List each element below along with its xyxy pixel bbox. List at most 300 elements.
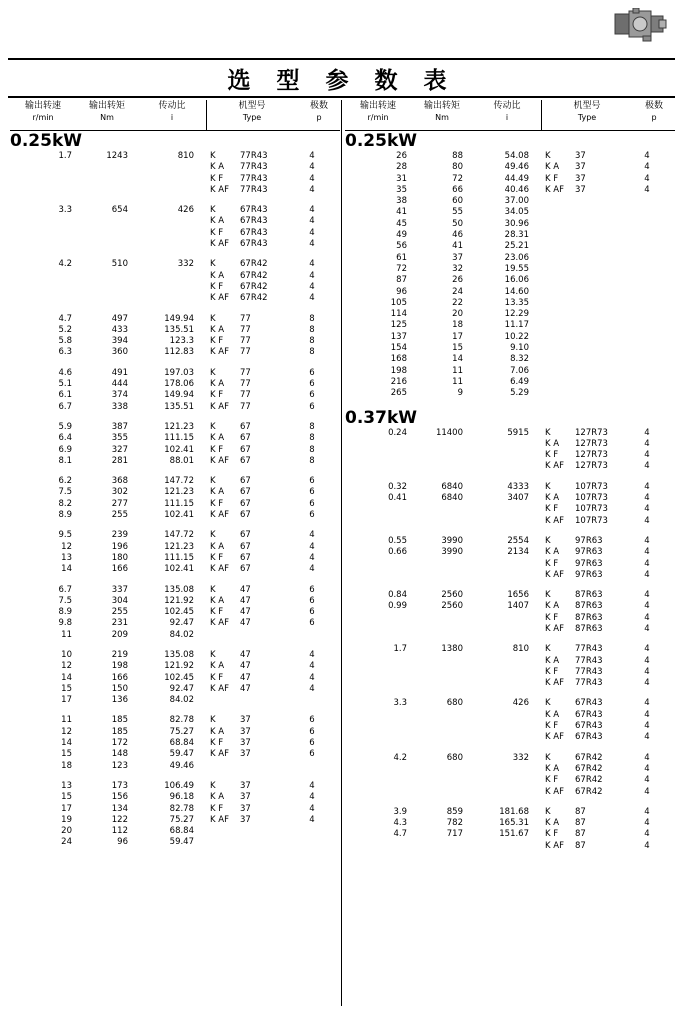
cell-poles: 4: [309, 780, 315, 791]
cell-ratio: 23.06: [504, 252, 529, 263]
table-row: [10, 804, 340, 815]
cell-output-speed: 15: [61, 683, 72, 694]
cell-poles: 4: [644, 840, 650, 851]
cell-type-size: 87: [575, 829, 586, 840]
cell-output-speed: 265: [390, 388, 407, 399]
cell-type: [545, 644, 633, 655]
cell-type-prefix: K: [210, 530, 216, 541]
cell-ratio: 121.23: [164, 487, 194, 498]
cell-type-prefix: K A: [210, 216, 225, 227]
cell-output-speed: 38: [396, 196, 407, 207]
table-row: [10, 715, 340, 726]
table-row: [345, 570, 675, 581]
cell-output-speed: 0.66: [388, 547, 407, 558]
table-row: [10, 282, 340, 293]
cell-output-torque: 50: [452, 218, 463, 229]
cell-output-speed: 4.7: [58, 313, 72, 324]
cell-output-torque: 6840: [441, 481, 463, 492]
cell-type-prefix: K: [210, 151, 216, 161]
group-gap: [10, 641, 340, 650]
cell-ratio: 178.06: [164, 379, 194, 390]
column-divider: [341, 100, 342, 1006]
cell-ratio: 102.41: [164, 444, 194, 455]
cell-poles: 8: [309, 433, 315, 444]
cell-ratio: 6.49: [510, 376, 529, 387]
cell-output-torque: 24: [452, 286, 463, 297]
table-row: [345, 366, 675, 377]
table-row: [10, 379, 340, 390]
table-row: [345, 644, 675, 655]
cell-output-torque: 255: [111, 510, 128, 521]
table-row: [345, 698, 675, 709]
table-row: [345, 493, 675, 504]
cell-type: [545, 710, 633, 721]
cell-type-size: 67R43: [240, 239, 268, 250]
cell-output-torque: 327: [111, 444, 128, 455]
cell-type-size: 87R63: [575, 623, 603, 634]
cell-type-prefix: K F: [545, 173, 559, 184]
cell-poles: 4: [309, 151, 315, 161]
cell-output-speed: 3.9: [393, 806, 407, 817]
table-row: [345, 377, 675, 388]
cell-poles: 8: [309, 444, 315, 455]
cell-poles: 8: [309, 421, 315, 432]
section-gap: [345, 400, 675, 408]
cell-poles: 6: [309, 749, 315, 760]
cell-poles: 4: [309, 649, 315, 660]
cell-type: [545, 732, 633, 743]
group-gap: [345, 744, 675, 753]
cell-output-speed: 56: [396, 241, 407, 252]
cell-output-speed: 14: [61, 738, 72, 749]
cell-type-prefix: K AF: [545, 678, 564, 689]
cell-ratio: 111.15: [164, 433, 194, 444]
cell-ratio: 135.51: [164, 401, 194, 412]
table-row: [10, 684, 340, 695]
cell-type: [545, 841, 633, 852]
table-row: [345, 174, 675, 185]
group-gap: [10, 413, 340, 422]
table-row: [345, 264, 675, 275]
cell-output-torque: 18: [452, 320, 463, 331]
cell-type: [545, 174, 633, 185]
spec-table: [10, 151, 340, 849]
cell-output-torque: 2560: [441, 601, 463, 612]
cell-type-size: 67: [240, 510, 251, 521]
cell-poles: 6: [309, 390, 315, 401]
cell-type-size: 77R43: [240, 184, 268, 195]
cell-poles: 6: [309, 379, 315, 390]
cell-poles: 4: [644, 763, 650, 774]
spec-table: [345, 151, 675, 400]
cell-ratio: 25.21: [504, 241, 529, 252]
table-row: [345, 461, 675, 472]
cell-output-torque: 491: [111, 367, 128, 378]
col-header-poles: 极数 p: [309, 101, 328, 122]
cell-output-speed: 7.5: [58, 595, 72, 606]
cell-poles: 4: [644, 623, 650, 634]
cell-output-torque: 11400: [435, 427, 463, 438]
group-gap: [10, 305, 340, 314]
table-row: [10, 293, 340, 304]
cell-ratio: 332: [177, 259, 194, 270]
cell-type-size: 67: [240, 564, 251, 575]
cell-type: [210, 151, 298, 162]
cell-output-torque: 150: [111, 683, 128, 694]
cell-poles: 4: [644, 493, 650, 504]
table-row: [10, 564, 340, 575]
cell-type-size: 37: [240, 726, 251, 737]
cell-ratio: 3407: [507, 493, 529, 504]
cell-type-prefix: K: [210, 205, 216, 216]
cell-type: [545, 829, 633, 840]
cell-type-prefix: K: [545, 806, 551, 817]
table-row: [10, 607, 340, 618]
cell-type: [545, 601, 633, 612]
cell-output-torque: 72: [452, 173, 463, 184]
table-row: [345, 710, 675, 721]
cell-type-prefix: K A: [545, 438, 560, 449]
cell-output-torque: 66: [452, 184, 463, 195]
cell-poles: 4: [309, 173, 315, 184]
cell-output-speed: 8.2: [58, 498, 72, 509]
table-row: [345, 590, 675, 601]
cell-poles: 4: [309, 281, 315, 292]
cell-output-torque: 859: [446, 806, 463, 817]
cell-poles: 6: [309, 607, 315, 618]
cell-type: [545, 656, 633, 667]
cell-type: [545, 590, 633, 601]
cell-type-size: 37: [240, 738, 251, 749]
cell-poles: 4: [309, 552, 315, 563]
cell-type-prefix: K F: [210, 390, 224, 401]
table-row: [345, 287, 675, 298]
cell-ratio: 9.10: [510, 343, 529, 354]
table-row: [10, 499, 340, 510]
cell-type-size: 67R43: [240, 205, 268, 216]
cell-output-torque: 717: [446, 829, 463, 840]
cell-type-prefix: K F: [210, 444, 224, 455]
cell-type-prefix: K AF: [210, 293, 229, 304]
cell-type: [210, 433, 298, 444]
cell-output-speed: 5.1: [58, 379, 72, 390]
cell-output-speed: 87: [396, 275, 407, 286]
cell-type-prefix: K: [210, 780, 216, 791]
cell-output-torque: 355: [111, 433, 128, 444]
cell-output-torque: 231: [111, 618, 128, 629]
cell-output-speed: 26: [396, 151, 407, 161]
cell-type-prefix: K AF: [545, 569, 564, 580]
table-row: [10, 445, 340, 456]
table-row: [345, 678, 675, 689]
cell-type: [210, 661, 298, 672]
cell-output-torque: 80: [452, 162, 463, 173]
cell-output-torque: 173: [111, 780, 128, 791]
right-column-body: [345, 131, 675, 852]
cell-poles: 6: [309, 726, 315, 737]
cell-ratio: 12.29: [504, 309, 529, 320]
cell-type-size: 77R43: [240, 151, 268, 161]
table-row: [10, 325, 340, 336]
cell-output-torque: 15: [452, 343, 463, 354]
table-row: [10, 585, 340, 596]
cell-poles: 4: [309, 672, 315, 683]
table-row: [10, 162, 340, 173]
table-row: [345, 504, 675, 515]
cell-output-torque: 11: [452, 376, 463, 387]
cell-type: [210, 585, 298, 596]
table-row: [10, 314, 340, 325]
cell-output-speed: 24: [61, 837, 72, 848]
cell-type-size: 87R63: [575, 612, 603, 623]
cell-poles: 6: [309, 510, 315, 521]
cell-output-speed: 4.7: [393, 829, 407, 840]
table-row: [10, 271, 340, 282]
cell-ratio: 332: [512, 752, 529, 763]
cell-type-prefix: K A: [545, 655, 560, 666]
cell-type-size: 47: [240, 584, 251, 595]
cell-type-size: 87R63: [575, 590, 603, 601]
cell-type-prefix: K AF: [210, 749, 229, 760]
cell-ratio: 149.94: [164, 390, 194, 401]
cell-type-size: 67R43: [575, 698, 603, 709]
cell-poles: 4: [644, 709, 650, 720]
cell-type-size: 77: [240, 401, 251, 412]
cell-output-torque: 680: [446, 698, 463, 709]
table-row: [345, 732, 675, 743]
cell-output-speed: 49: [396, 230, 407, 241]
cell-ratio: 149.94: [164, 313, 194, 324]
cell-type: [545, 698, 633, 709]
cell-type-prefix: K AF: [210, 401, 229, 412]
cell-output-speed: 0.24: [388, 427, 407, 438]
cell-ratio: 147.72: [164, 476, 194, 487]
cell-output-torque: 46: [452, 230, 463, 241]
col-header-ratio: 传动比 i: [158, 101, 186, 122]
cell-type: [210, 673, 298, 684]
cell-output-torque: 136: [111, 695, 128, 706]
cell-type-size: 67R42: [240, 281, 268, 292]
cell-type-size: 67R42: [575, 763, 603, 774]
table-row: [345, 439, 675, 450]
cell-output-speed: 6.4: [58, 433, 72, 444]
cell-type: [545, 428, 633, 439]
cell-output-torque: 2560: [441, 590, 463, 601]
cell-poles: 4: [644, 569, 650, 580]
table-row: [345, 613, 675, 624]
cell-type-prefix: K F: [545, 612, 559, 623]
table-row: [345, 207, 675, 218]
cell-type: [545, 764, 633, 775]
cell-output-torque: 60: [452, 196, 463, 207]
group-gap: [10, 772, 340, 781]
cell-output-torque: 9: [457, 388, 463, 399]
cell-type-size: 97R63: [575, 535, 603, 546]
cell-type-prefix: K: [545, 590, 551, 601]
table-row: [345, 320, 675, 331]
cell-ratio: 59.47: [169, 837, 194, 848]
cell-poles: 4: [644, 438, 650, 449]
cell-poles: 4: [309, 184, 315, 195]
cell-output-torque: 185: [111, 715, 128, 726]
cell-type-prefix: K: [545, 535, 551, 546]
cell-output-speed: 14: [61, 564, 72, 575]
cell-type-size: 97R63: [575, 558, 603, 569]
group-gap: [345, 527, 675, 536]
cell-output-speed: 6.7: [58, 401, 72, 412]
cell-output-speed: 1.7: [393, 644, 407, 655]
table-row: [10, 390, 340, 401]
table-row: [345, 309, 675, 320]
cell-ratio: 121.92: [164, 661, 194, 672]
col-header-speed: 输出转速 r/min: [359, 101, 396, 122]
table-row: [345, 656, 675, 667]
cell-type-prefix: K: [210, 259, 216, 270]
cell-output-torque: 172: [111, 738, 128, 749]
cell-output-speed: 8.9: [58, 607, 72, 618]
cell-output-torque: 255: [111, 607, 128, 618]
cell-output-speed: 105: [390, 297, 407, 308]
cell-poles: 4: [309, 270, 315, 281]
cell-type-size: 67R43: [575, 721, 603, 732]
cell-ratio: 37.00: [504, 196, 529, 207]
cell-type-size: 97R63: [575, 547, 603, 558]
cell-type-prefix: K A: [545, 493, 560, 504]
cell-type-prefix: K AF: [210, 564, 229, 575]
cell-type: [545, 547, 633, 558]
cell-output-speed: 12: [61, 541, 72, 552]
cell-output-torque: 302: [111, 487, 128, 498]
cell-type-size: 77: [240, 313, 251, 324]
table-row: [345, 807, 675, 818]
cell-type-size: 67: [240, 421, 251, 432]
cell-type: [210, 205, 298, 216]
cell-poles: 4: [644, 775, 650, 786]
table-row: [10, 456, 340, 467]
cell-type-prefix: K F: [545, 558, 559, 569]
cell-output-torque: 88: [452, 151, 463, 161]
cell-type-prefix: K: [545, 752, 551, 763]
cell-output-torque: 55: [452, 207, 463, 218]
cell-output-torque: 433: [111, 324, 128, 335]
cell-output-torque: 180: [111, 552, 128, 563]
cell-ratio: 84.02: [169, 695, 194, 706]
cell-type-prefix: K F: [210, 803, 224, 814]
cell-type: [210, 792, 298, 803]
cell-output-speed: 3.3: [58, 205, 72, 216]
cell-type-size: 37: [575, 151, 586, 161]
cell-output-torque: 387: [111, 421, 128, 432]
cell-type-prefix: K A: [545, 763, 560, 774]
cell-type-prefix: K A: [210, 162, 225, 173]
table-row: [345, 721, 675, 732]
cell-ratio: 112.83: [164, 347, 194, 358]
cell-ratio: 19.55: [504, 263, 529, 274]
cell-type-size: 67: [240, 552, 251, 563]
cell-type-prefix: K A: [545, 162, 560, 173]
cell-type-size: 37: [240, 715, 251, 726]
cell-type-prefix: K F: [210, 738, 224, 749]
cell-output-speed: 6.3: [58, 347, 72, 358]
cell-output-speed: 17: [61, 803, 72, 814]
cell-type: [545, 151, 633, 162]
cell-type: [545, 775, 633, 786]
cell-type-prefix: K AF: [210, 618, 229, 629]
table-row: [345, 829, 675, 840]
cell-ratio: 84.02: [169, 629, 194, 640]
cell-type-prefix: K: [210, 367, 216, 378]
cell-type-size: 67R43: [575, 732, 603, 743]
cell-type: [545, 482, 633, 493]
cell-type-size: 77: [240, 379, 251, 390]
table-row: [10, 205, 340, 216]
cell-poles: 4: [309, 205, 315, 216]
table-row: [10, 259, 340, 270]
cell-type-prefix: K AF: [210, 510, 229, 521]
cell-output-speed: 45: [396, 218, 407, 229]
table-header-right: [345, 100, 675, 131]
table-row: [10, 422, 340, 433]
table-row: [345, 516, 675, 527]
cell-type-prefix: K AF: [545, 786, 564, 797]
cell-ratio: 1656: [507, 590, 529, 601]
cell-output-torque: 3990: [441, 535, 463, 546]
cell-output-speed: 0.55: [388, 535, 407, 546]
cell-ratio: 121.92: [164, 595, 194, 606]
cell-ratio: 92.47: [169, 683, 194, 694]
cell-output-speed: 0.32: [388, 481, 407, 492]
cell-type: [210, 499, 298, 510]
col-header-speed: 输出转速 r/min: [24, 101, 61, 122]
cell-output-torque: 338: [111, 401, 128, 412]
cell-poles: 8: [309, 324, 315, 335]
cell-output-speed: 15: [61, 749, 72, 760]
cell-type-size: 77: [240, 390, 251, 401]
cell-output-torque: 96: [117, 837, 128, 848]
cell-type-prefix: K F: [545, 450, 559, 461]
cell-ratio: 123.3: [169, 336, 194, 347]
cell-type-prefix: K: [210, 313, 216, 324]
cell-poles: 4: [644, 504, 650, 515]
cell-type-size: 67: [240, 530, 251, 541]
cell-type-prefix: K F: [210, 281, 224, 292]
cell-type-size: 87R63: [575, 601, 603, 612]
cell-ratio: 92.47: [169, 618, 194, 629]
cell-ratio: 30.96: [504, 218, 529, 229]
cell-output-torque: 198: [111, 661, 128, 672]
cell-ratio: 102.45: [164, 672, 194, 683]
cell-type-size: 77: [240, 324, 251, 335]
cell-type: [210, 185, 298, 196]
cell-poles: 4: [644, 829, 650, 840]
cell-type-prefix: K F: [210, 607, 224, 618]
cell-type-size: 77R43: [240, 162, 268, 173]
table-row: [345, 841, 675, 852]
cell-ratio: 135.08: [164, 584, 194, 595]
cell-type: [210, 596, 298, 607]
cell-type-size: 77: [240, 336, 251, 347]
cell-output-torque: 37: [452, 252, 463, 263]
cell-ratio: 10.22: [504, 331, 529, 342]
cell-type-prefix: K F: [210, 227, 224, 238]
cell-output-speed: 13: [61, 552, 72, 563]
cell-type-prefix: K AF: [210, 455, 229, 466]
cell-output-speed: 72: [396, 263, 407, 274]
cell-poles: 4: [309, 683, 315, 694]
cell-type-prefix: K A: [545, 818, 560, 829]
cell-output-speed: 154: [390, 343, 407, 354]
cell-poles: 4: [309, 227, 315, 238]
